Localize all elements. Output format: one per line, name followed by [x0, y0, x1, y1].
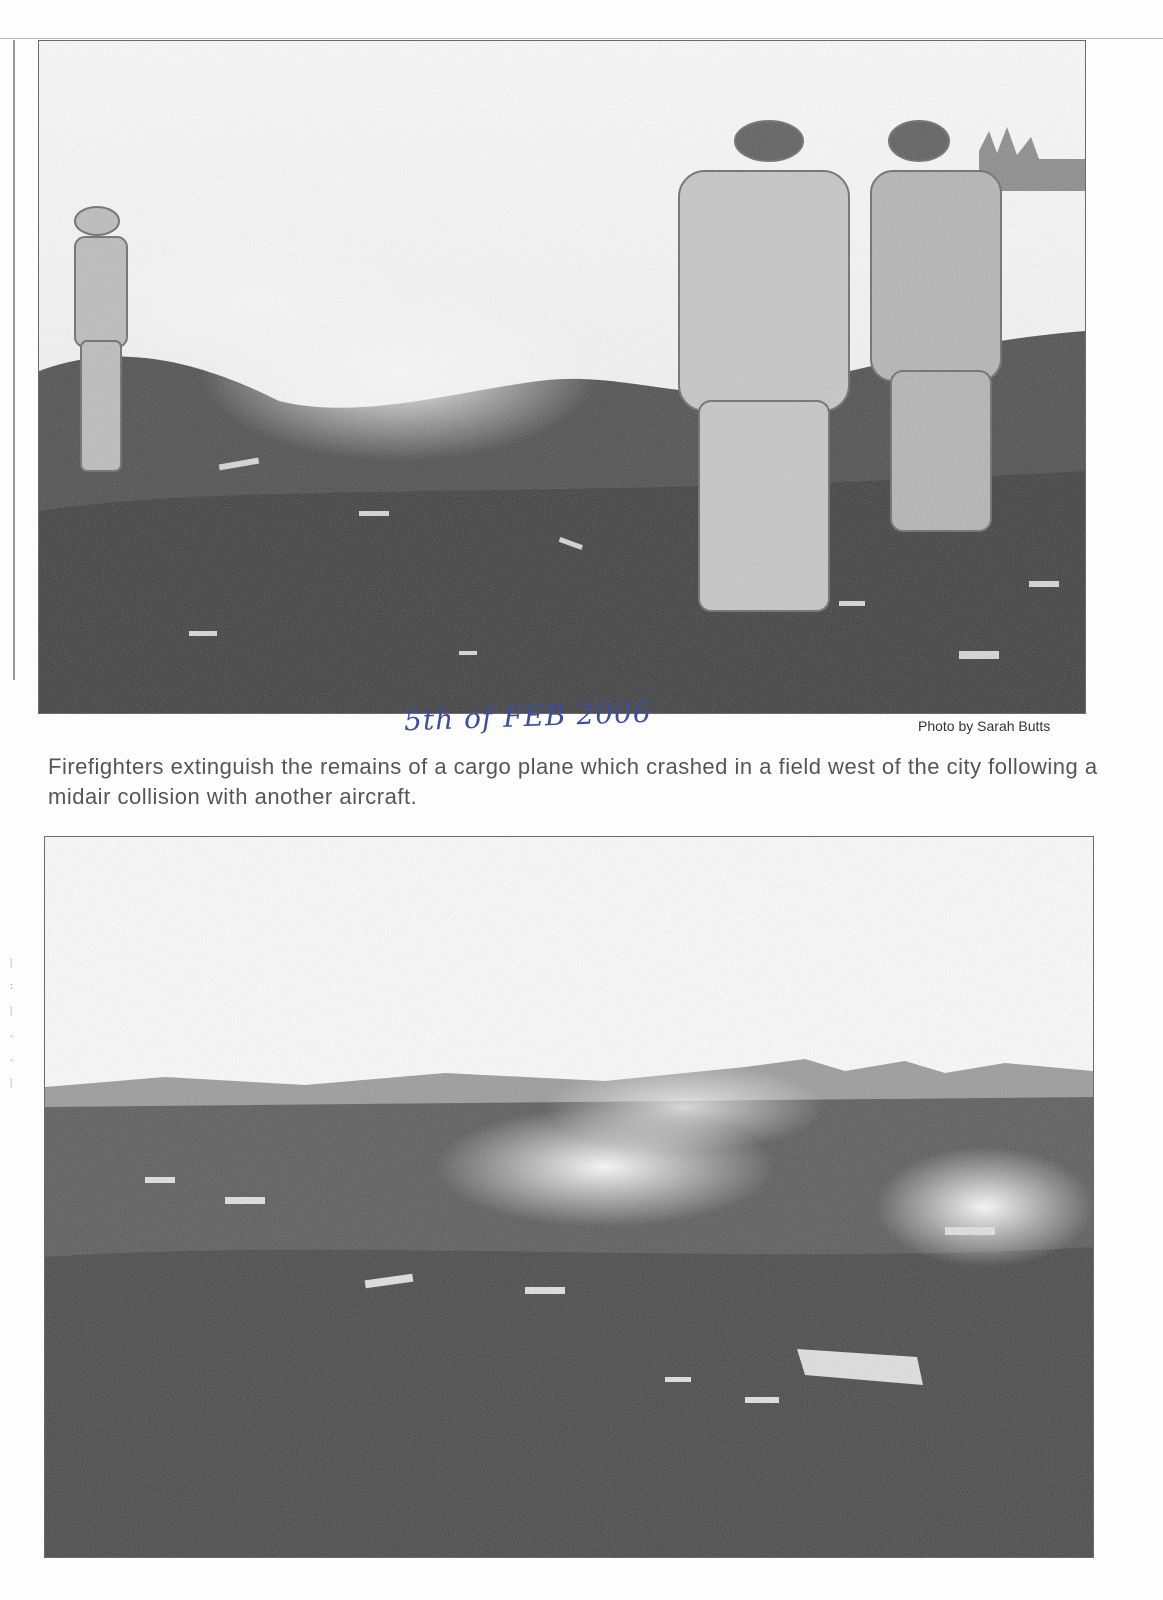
- handwritten-date: 5th of FEB 2006: [403, 695, 653, 738]
- photo-caption: Firefighters extinguish the remains of a cargo plane which crashed in a field west of the city following a midair collision with another aircraft.: [48, 754, 1098, 809]
- debris-field-photo: [44, 836, 1094, 1558]
- photo-credit: Photo by Sarah Butts: [918, 718, 1051, 734]
- firefighters-photo: [38, 40, 1086, 714]
- left-margin-rule: [13, 40, 15, 680]
- margin-scan-artifacts: | : | . . |: [10, 956, 14, 1088]
- top-rule: [0, 38, 1163, 39]
